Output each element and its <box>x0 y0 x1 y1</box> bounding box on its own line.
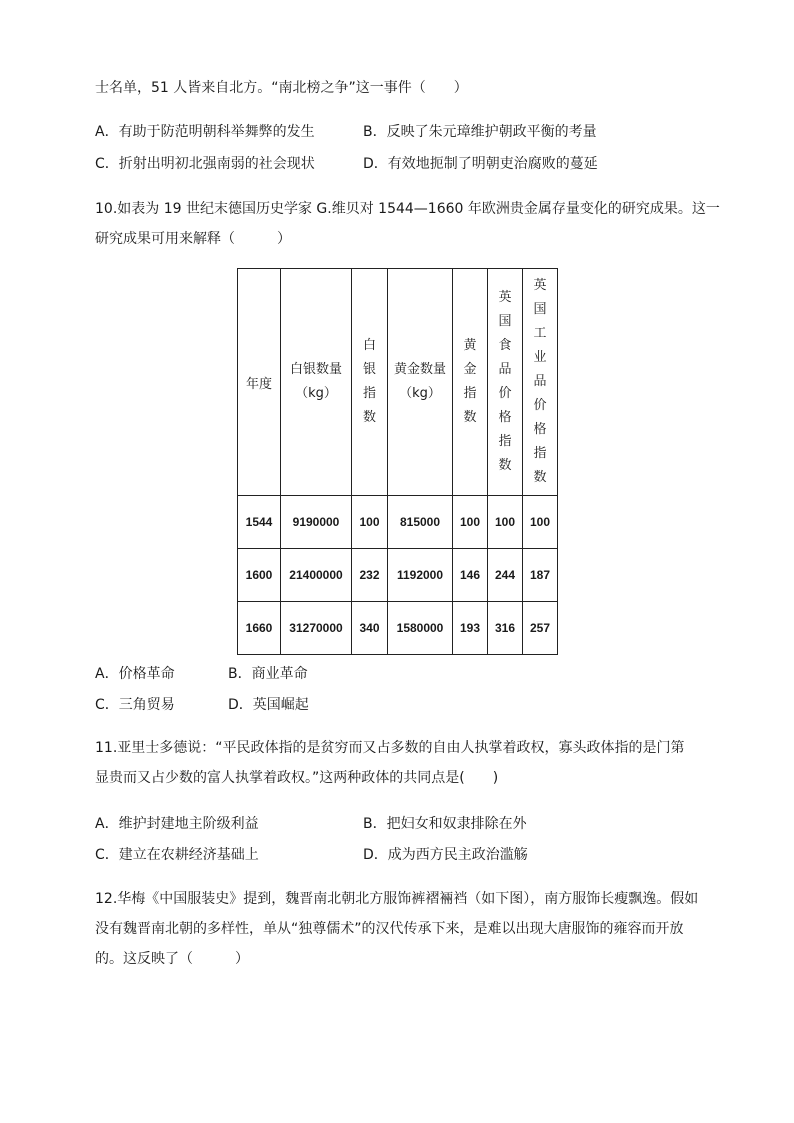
q9-option-a[interactable]: A．有助于防范明朝科举舞弊的发生 <box>95 124 315 140</box>
q10-option-d[interactable]: D．英国崛起 <box>228 697 309 713</box>
q11-stem-line1: 11.亚里士多德说：“平民政体指的是贫穷而又占多数的自由人执掌着政权，寡头政体指的是门第 <box>95 740 685 756</box>
q9-option-c[interactable]: C．折射出明初北强南弱的社会现状 <box>95 156 315 172</box>
q11-option-b[interactable]: B．把妇女和奴隶排除在外 <box>363 816 527 832</box>
q9-stem-tail: 士名单，51 人皆来自北方。“南北榜之争”这一事件（ ） <box>95 80 468 96</box>
q9-option-d[interactable]: D．有效地扼制了明朝吏治腐败的蔓延 <box>363 156 598 172</box>
table-header-row <box>238 269 558 496</box>
cell-year: 1600 <box>238 549 281 602</box>
cell-year: 1544 <box>238 496 281 549</box>
q12-stem-line1: 12.华梅《中国服装史》提到，魏晋南北朝北方服饰裤褶裲裆（如下图），南方服饰长瘦飘逸。假如 <box>95 891 699 907</box>
header-gold-index <box>453 269 488 496</box>
cell-silver-index: 100 <box>352 496 388 549</box>
q12-stem-line3: 的。这反映了（ ） <box>95 951 249 967</box>
header-silver-index <box>352 269 388 496</box>
header-year-text: 年度 <box>245 376 272 392</box>
cell-uk-food-index: 316 <box>488 602 523 655</box>
header-uk-food-text: 英国食品价格指数 <box>498 290 512 473</box>
cell-gold-qty: 1192000 <box>388 549 453 602</box>
header-gold-qty-text: 黄金数量（kg） <box>393 362 446 401</box>
header-silver-qty <box>281 269 352 496</box>
header-gold-index-text: 黄金指数 <box>463 338 477 425</box>
header-uk-industrial-price-index <box>523 269 558 496</box>
cell-gold-qty: 1580000 <box>388 602 453 655</box>
cell-silver-index: 340 <box>352 602 388 655</box>
precious-metals-table <box>237 268 558 655</box>
q10-option-b[interactable]: B．商业革命 <box>228 666 308 682</box>
q11-option-a[interactable]: A．维护封建地主阶级利益 <box>95 816 259 832</box>
cell-uk-industrial-index: 257 <box>523 602 558 655</box>
table-row <box>238 602 558 655</box>
q10-stem-line1: 10.如表为 19 世纪末德国历史学家 G.维贝对 1544—1660 年欧洲贵金属存量变化的研究成果。这一 <box>95 201 720 217</box>
q11-stem-line2: 显贵而又占少数的富人执掌着政权。”这两种政体的共同点是( ) <box>95 770 499 786</box>
cell-uk-industrial-index: 187 <box>523 549 558 602</box>
cell-uk-food-index: 100 <box>488 496 523 549</box>
cell-gold-index: 146 <box>453 549 488 602</box>
q12-stem-line2: 没有魏晋南北朝的多样性，单从“独尊儒术”的汉代传承下来，是难以出现大唐服饰的雍容而开放 <box>95 921 684 937</box>
table-row <box>238 549 558 602</box>
cell-uk-industrial-index: 100 <box>523 496 558 549</box>
table-row <box>238 496 558 549</box>
cell-gold-index: 193 <box>453 602 488 655</box>
q10-option-c[interactable]: C．三角贸易 <box>95 697 175 713</box>
header-gold-qty <box>388 269 453 496</box>
q11-option-d[interactable]: D．成为西方民主政治滥觞 <box>363 847 528 863</box>
header-uk-industrial-text: 英国工业品价格指数 <box>533 278 547 485</box>
cell-silver-qty: 31270000 <box>281 602 352 655</box>
cell-silver-qty: 9190000 <box>281 496 352 549</box>
cell-uk-food-index: 244 <box>488 549 523 602</box>
q10-stem-line2: 研究成果可用来解释（ ） <box>95 231 291 247</box>
q9-option-b[interactable]: B．反映了朱元璋维护朝政平衡的考量 <box>363 124 597 140</box>
header-uk-food-price-index <box>488 269 523 496</box>
header-silver-index-text: 白银指数 <box>363 338 377 425</box>
header-silver-qty-text: 白银数量（kg） <box>289 362 342 401</box>
q10-option-a[interactable]: A．价格革命 <box>95 666 175 682</box>
cell-year: 1660 <box>238 602 281 655</box>
header-year <box>238 269 281 496</box>
q11-option-c[interactable]: C．建立在农耕经济基础上 <box>95 847 259 863</box>
cell-gold-qty: 815000 <box>388 496 453 549</box>
cell-silver-qty: 21400000 <box>281 549 352 602</box>
cell-silver-index: 232 <box>352 549 388 602</box>
cell-gold-index: 100 <box>453 496 488 549</box>
